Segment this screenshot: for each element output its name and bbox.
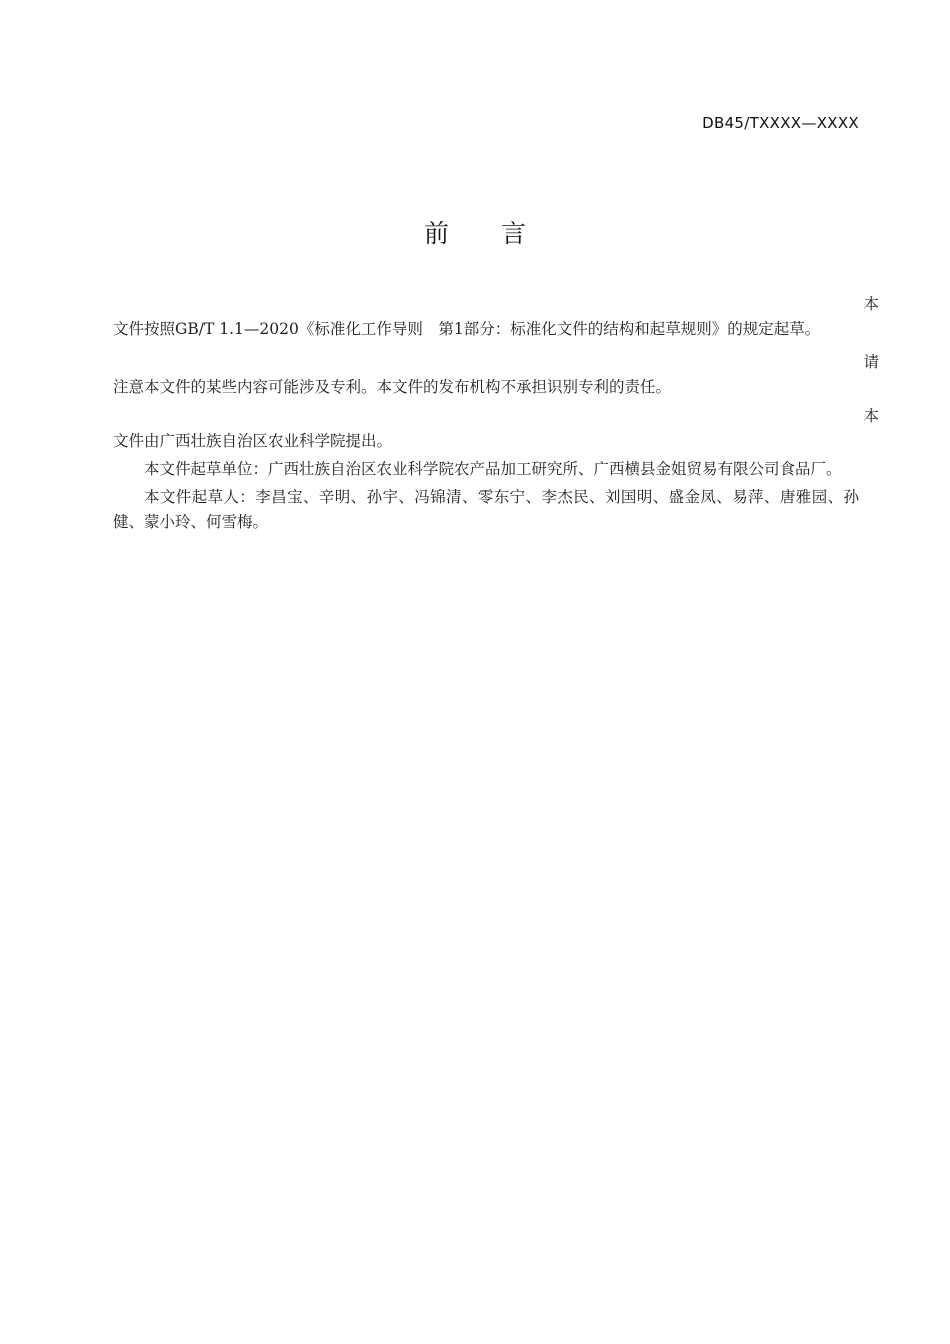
page-title: 前 言 [424,219,548,248]
paragraph-patent-notice [113,350,879,400]
foreword-body [113,292,879,535]
paragraph-lead-char: 本 [863,407,879,425]
paragraph-proposer [113,404,879,454]
paragraph-lead-char: 请 [863,353,879,371]
paragraph-text: 文件按照GB/T 1.1—2020《标准化工作导则 第1部分：标准化文件的结构和起草规则》的规定起草。 [113,320,821,338]
paragraph-lead-char: 本 [863,295,879,313]
paragraph-drafting-units: 本文件起草单位：广西壮族自治区农业科学院农产品加工研究所、广西横县金姐贸易有限公司食品厂。 [144,460,842,478]
document-number: DB45/TXXXX—XXXX [702,114,859,132]
paragraph-text: 注意本文件的某些内容可能涉及专利。本文件的发布机构不承担识别专利的责任。 [113,378,672,396]
paragraph-drafting-rules [113,292,879,342]
paragraph-text: 文件由广西壮族自治区农业科学院提出。 [113,432,393,450]
paragraph-drafters: 本文件起草人：李昌宝、辛明、孙宇、冯锦清、零东宁、李杰民、刘国明、盛金凤、易萍、唐雅园、孙健、蒙小玲、何雪梅。 [113,488,859,531]
